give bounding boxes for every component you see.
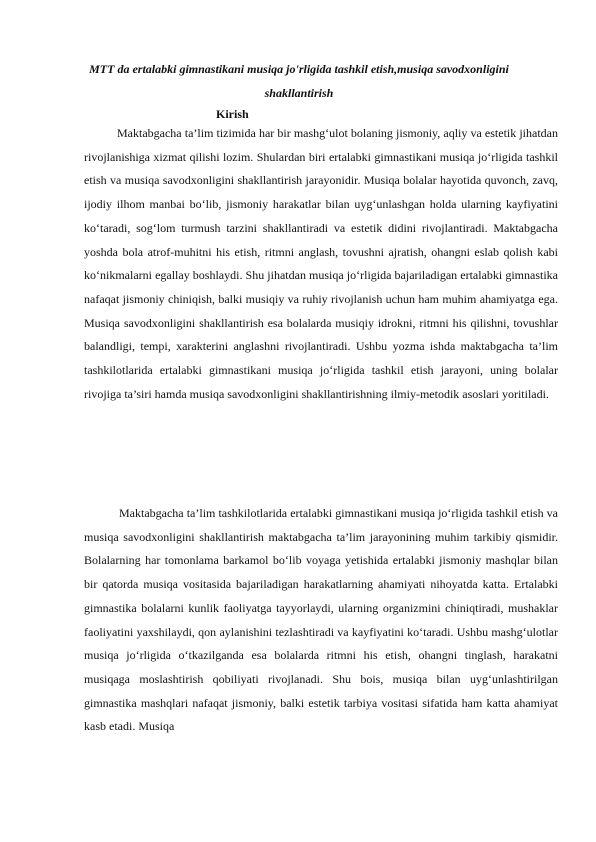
- paragraph-2: Maktabgacha ta’lim tashkilotlarida ertalabki gimnastikani musiqa jo‘rligida tashkil etish va musiqa savodxonligini shakllantirish maktabgacha ta’lim jarayonining muhim tarkibiy qismidir. Bolalarning har tomonlama barkamol bo‘lib voyaga yetishida ertalabki jismoniy mashqlar bilan bir qatorda musiqa vositasida bajariladigan harakatlarning ahamiyati nihoyatda katta. Ertalabki gimnastika bolalarni kunlik faoliyatga tayyorlaydi, ularning organizmini chiniqtiradi, mushaklar faoliyatini yaxshilaydi, qon aylanishini tezlashtiradi va kayfiyatini ko‘taradi. Ushbu mashg‘ulotlar musiqa jo‘rligida o‘tkazilganda esa bolalarda ritmni his etish, ohangni tinglash, harakatni musiqaga moslashtirish qobiliyati rivojlanadi. Shu bois, musiqa bilan uyg‘unlashtirilgan gimnastika mashqlari nafaqat jismoniy, balki estetik tarbiya vositasi sifatida ham katta ahamiyat kasb etadi. Musiqa: [84, 506, 558, 734]
- paragraph-1: Maktabgacha ta’lim tizimida har bir mashg‘ulot bolaning jismoniy, aqliy va estetik jihatdan rivojlanishiga xizmat qilishi lozim. Shulardan biri ertalabki gimnastikani musiqa jo‘rligida tashkil etish va musiqa savodxonligini shakllantirish jarayonidir. Musiqa bolalar hayotida quvonch, zavq, ijodiy ilhom manbai bo‘lib, jismoniy harakatlar bilan uyg‘unlashgan holda ularning kayfiyatini ko‘taradi, sog‘lom turmush tarzini shakllantiradi va estetik didini rivojlantiradi. Maktabgacha yoshda bola atrof-muhitni his etish, ritmni anglash, tovushni ajratish, ohangni eslab qolish kabi ko‘nikmalarni egallay boshlaydi. Shu jihatdan musiqa jo‘rligida bajariladigan ertalabki gimnastika nafaqat jismoniy chiniqish, balki musiqiy va ruhiy rivojlanish uchun ham muhim ahamiyatga ega. Musiqa savodxonligini shakllantirish esa bolalarda musiqiy idrokni, ritmni his qilishni, tovushlar balandligi, tempi, xarakterini anglashni rivojlantiradi. Ushbu yozma ishda maktabgacha ta’lim tashkilotlarida ertalabki gimnastikani musiqa jo‘rligida tashkil etish jarayoni, uning bolalar rivojiga ta’siri hamda musiqa savodxonligini shakllantirishning ilmiy-metodik asoslari yoritiladi.: [84, 126, 558, 401]
- section-heading: Kirish: [216, 107, 249, 121]
- document-title: MTT da ertalabki gimnastikani musiqa jo'rligida tashkil etish,musiqa savodxonligini shakllantirish: [89, 62, 509, 100]
